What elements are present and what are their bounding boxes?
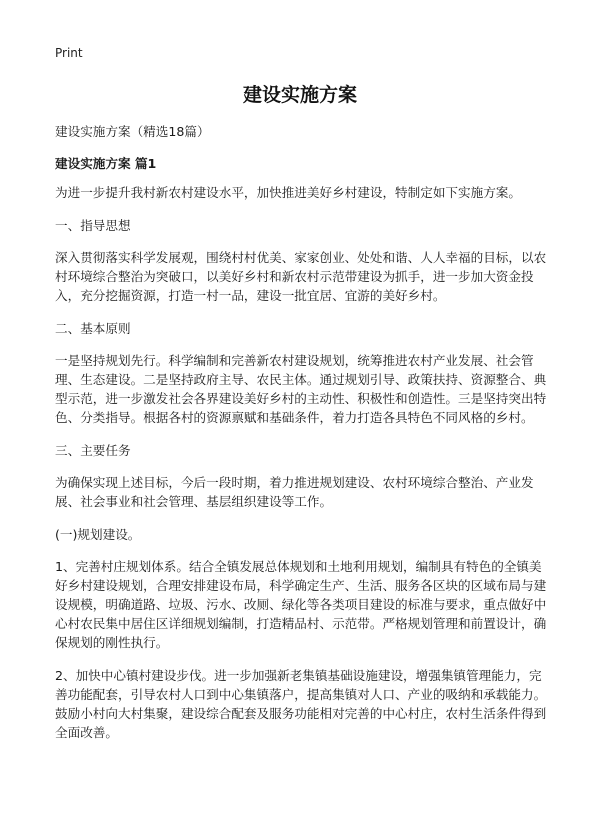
intro-paragraph: 为进一步提升我村新农村建设水平，加快推进美好乡村建设，特制定如下实施方案。	[55, 185, 521, 200]
document-subtitle: 建设实施方案（精选18篇）	[55, 124, 210, 139]
document-title: 建设实施方案	[242, 84, 357, 106]
section-heading-guiding-ideology: 一、指导思想	[55, 218, 131, 233]
article-heading: 建设实施方案 篇1	[55, 156, 157, 171]
list-item-central-town-construction: 2、加快中心镇村建设步伐。进一步加强新老集镇基础设施建设，增强集镇管理能力，完善功能配套，引导农村人口到中心集镇落户，提高集镇对人口、产业的吸纳和承载能力。鼓励小村向大村集聚，建设综合配套及服务功能相对完善的中心村庄，农村生活条件得到全面改善。	[55, 668, 547, 740]
document-body	[55, 122, 550, 756]
section-paragraph-basic-principles: 一是坚持规划先行。科学编制和完善新农村建设规划，统筹推进农村产业发展、社会管理、生态建设。二是坚持政府主导、农民主体。通过规划引导、政策扶持、资源整合、典型示范，进一步激发社会各界建设美好乡村的主动性、积极性和创造性。三是坚持突出特色、分类指导。根据各村的资源禀赋和基础条件，着力打造各具特色不同风格的乡村。	[55, 353, 547, 425]
list-item-village-planning: 1、完善村庄规划体系。结合全镇发展总体规划和土地利用规划，编制具有特色的全镇美好乡村建设规划，合理安排建设布局，科学确定生产、生活、服务各区块的区域布局与建设规模，明确道路、垃圾、污水、改厕、绿化等各类项目建设的标准与要求，重点做好中心村农民集中居住区详细规划编制，打造精品村、示范带。严格规划管理和前置设计，确保规划的刚性执行。	[55, 559, 547, 650]
section-heading-main-tasks: 三、主要任务	[55, 443, 131, 458]
print-link[interactable]: Print	[55, 46, 83, 60]
subsection-heading-planning: (一)规划建设。	[55, 527, 141, 542]
section-heading-basic-principles: 二、基本原则	[55, 321, 131, 336]
section-paragraph-guiding-ideology: 深入贯彻落实科学发展观，围绕村村优美、家家创业、处处和谐、人人幸福的目标，以农村环境综合整治为突破口，以美好乡村和新农村示范带建设为抓手，进一步加大资金投入，充分挖掘资源，打造一村一品，建设一批宜居、宜游的美好乡村。	[55, 250, 547, 303]
section-paragraph-main-tasks: 为确保实现上述目标，今后一段时期，着力推进规划建设、农村环境综合整治、产业发展、社会事业和社会管理、基层组织建设等工作。	[55, 475, 534, 509]
